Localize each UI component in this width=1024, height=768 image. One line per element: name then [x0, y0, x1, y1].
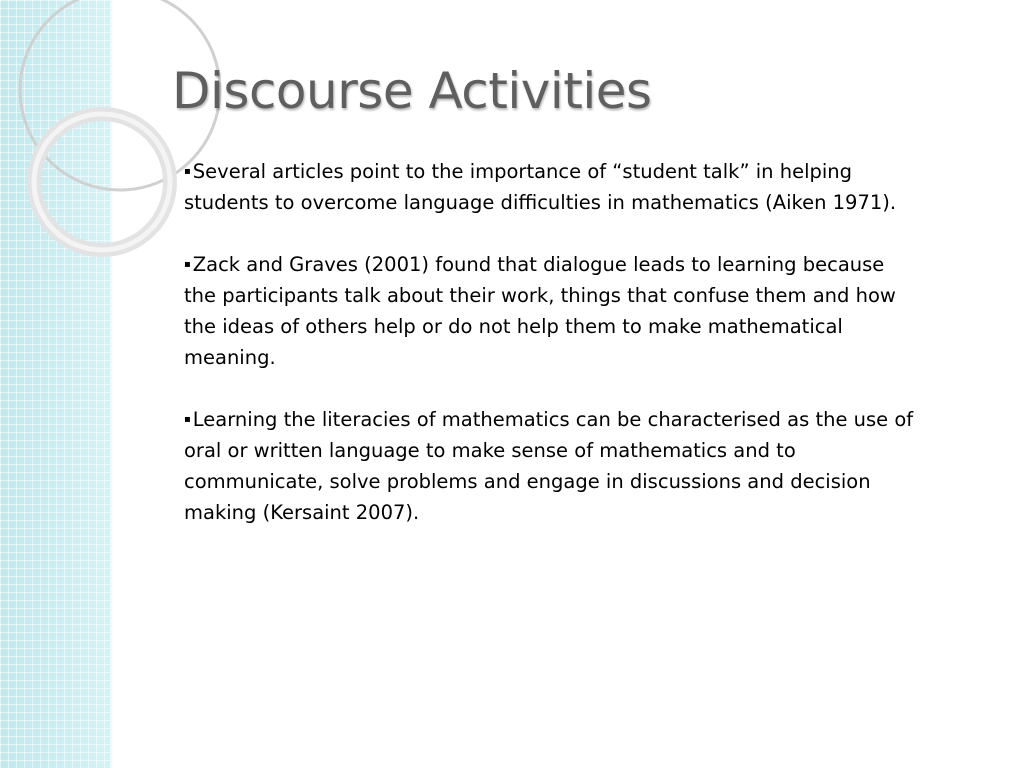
bullet-paragraph [184, 404, 914, 528]
bullet-text: Zack and Graves (2001) found that dialogue leads to learning because the participants talk about their work, things that confuse them and how the ideas of others help or do not help them to make mathematical meaning. [184, 253, 896, 369]
square-bullet-icon: ▪ [184, 166, 191, 177]
bullet-text: Several articles point to the importance of “student talk” in helping students to overcome language difficulties in mathematics (Aiken 1971). [184, 160, 897, 214]
square-bullet-icon: ▪ [184, 259, 191, 270]
decorative-rings [0, 0, 140, 260]
slide-title: Discourse Activities [172, 62, 652, 120]
small-ring-highlight [34, 114, 170, 250]
slide-body [184, 156, 914, 559]
bullet-paragraph [184, 156, 914, 218]
bullet-paragraph [184, 249, 914, 373]
square-bullet-icon: ▪ [184, 414, 191, 425]
bullet-text: Learning the literacies of mathematics can be characterised as the use of oral or written language to make sense of mathematics and to communicate, solve problems and engage in discussions and decision making (Kersaint 2007). [184, 408, 914, 524]
